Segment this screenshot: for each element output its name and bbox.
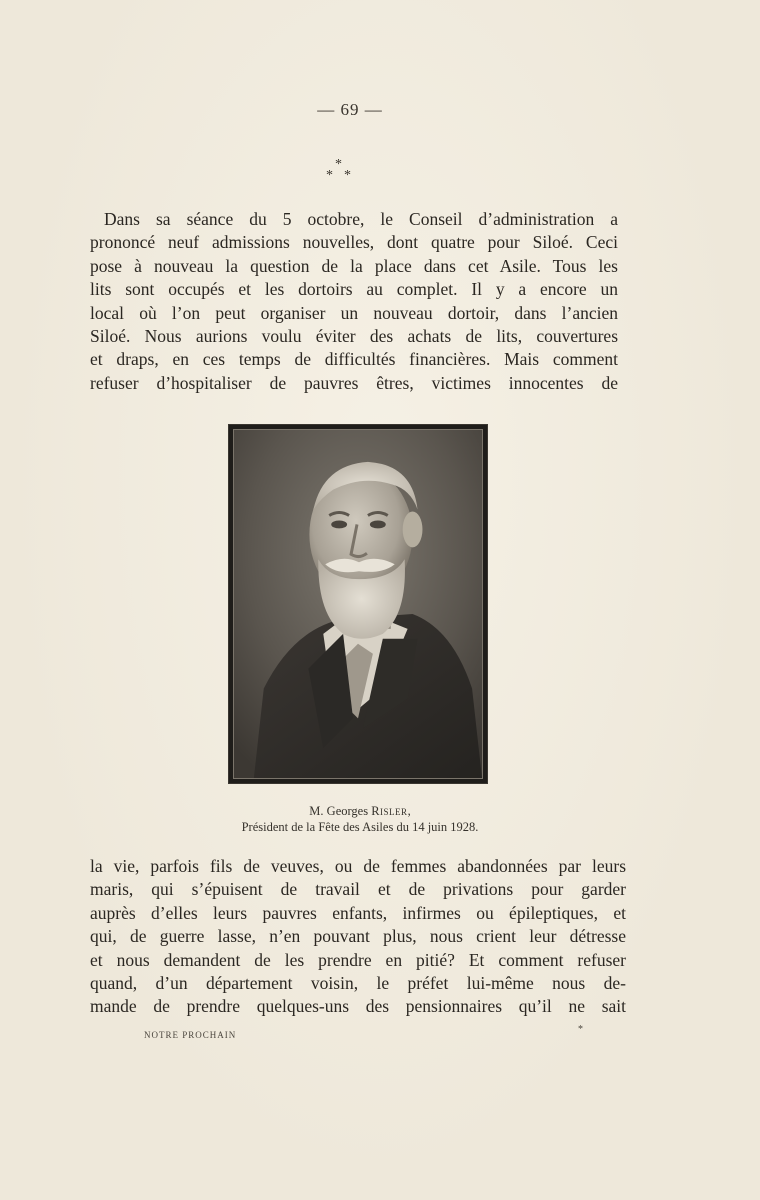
portrait-illustration bbox=[234, 430, 482, 778]
text-line: et nous demandent de les prendre en pitié? Et comment refuser bbox=[90, 949, 626, 970]
text-line: lits sont occupés et les dortoirs au complet. Il y a encore un bbox=[90, 279, 618, 300]
photo-caption bbox=[150, 803, 570, 835]
text-line: local où l’on peut organiser un nouveau dortoir, dans l’ancien bbox=[90, 302, 618, 323]
portrait-image bbox=[233, 429, 483, 779]
text-line: la vie, parfois fils de veuves, ou de femmes abandonnées par leurs bbox=[90, 856, 626, 876]
paragraph-1 bbox=[90, 208, 618, 395]
portrait-photo bbox=[228, 424, 488, 784]
text-line: qui, de guerre lasse, n’en pouvant plus, nous crient leur détresse bbox=[90, 926, 626, 947]
text-line: refuser d’hospitaliser de pauvres êtres, victimes innocentes de bbox=[90, 372, 618, 393]
running-footer: NOTRE PROCHAIN bbox=[144, 1030, 237, 1040]
text-line: mande de prendre quelques-uns des pensionnaires qu’il ne sait bbox=[90, 996, 626, 1017]
text-line: quand, d’un département voisin, le préfet lui-même nous de- bbox=[90, 973, 626, 994]
text-line: Dans sa séance du 5 octobre, le Conseil d’administration a bbox=[104, 209, 618, 229]
caption-line-1 bbox=[150, 803, 570, 819]
page-number: — 69 — bbox=[317, 100, 383, 119]
caption-suffix: , bbox=[407, 804, 411, 818]
caption-line-2: Président de la Fête des Asiles du 14 juin 1928. bbox=[241, 820, 479, 834]
caption-name: Risler bbox=[371, 804, 408, 818]
text-line: auprès d’elles leurs pauvres enfants, infirmes ou épileptiques, et bbox=[90, 902, 626, 923]
paragraph-2 bbox=[90, 855, 626, 1019]
text-line: et draps, en ces temps de difficultés financières. Mais comment bbox=[90, 349, 618, 370]
asterisk: * bbox=[326, 168, 333, 183]
text-line: prononcé neuf admissions nouvelles, dont quatre pour Siloé. Ceci bbox=[90, 232, 618, 253]
text-line: pose à nouveau la question de la place dans cet Asile. Tous les bbox=[90, 255, 618, 276]
asterism-separator bbox=[318, 158, 362, 186]
text-line: maris, qui s’épuisent de travail et de privations pour garder bbox=[90, 879, 626, 900]
caption-prefix: M. Georges bbox=[309, 804, 372, 818]
asterisk: * bbox=[335, 157, 342, 172]
footer-signature-mark: * bbox=[578, 1024, 583, 1035]
text-line: Siloé. Nous aurions voulu éviter des achats de lits, couvertures bbox=[90, 326, 618, 347]
asterisk: * bbox=[344, 168, 351, 183]
